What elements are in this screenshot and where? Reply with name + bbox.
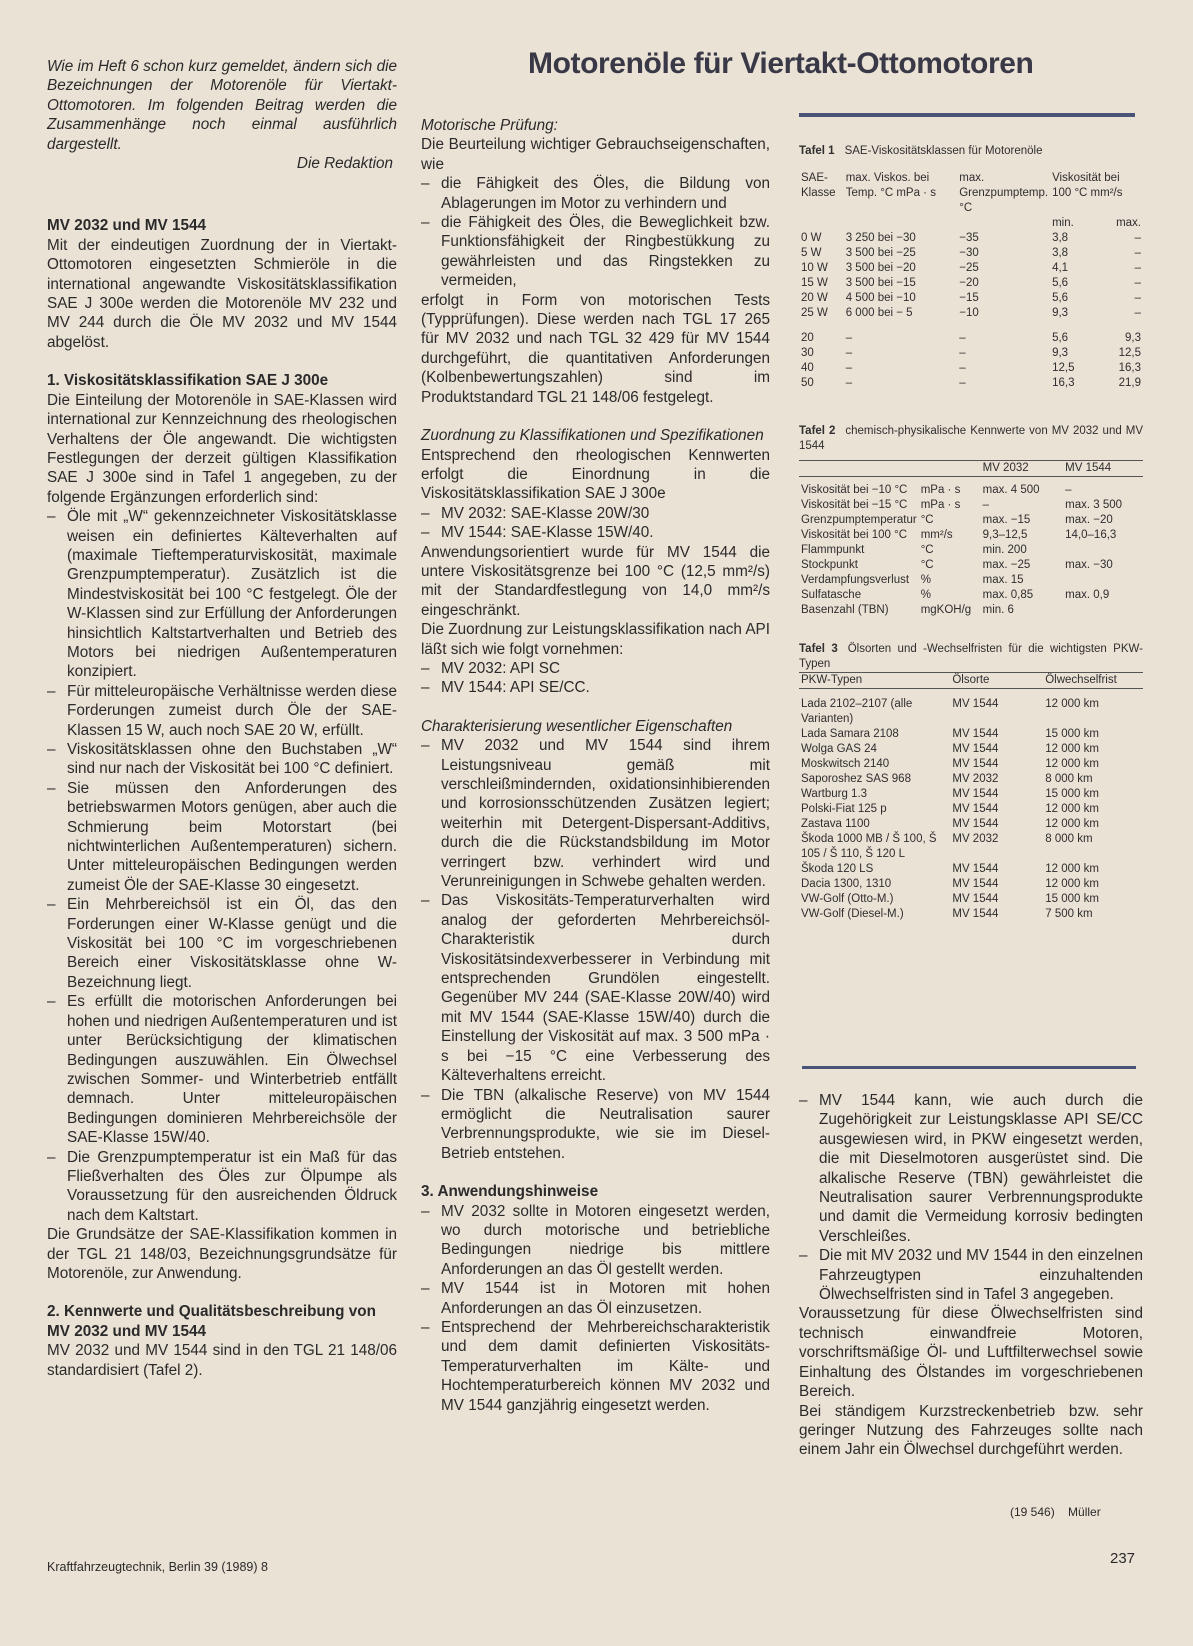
table-cell: 50 [801,377,814,389]
table-cell: 8 000 km [1045,833,1093,845]
list [421,1202,770,1415]
table-cell: 16,3 [1052,377,1075,389]
list-item: – die Fähigkeit des Öles, die Beweglichkeit bzw. Funktionsfähigkeit der Ringbestükkung zu gewährleisten und das Ringstekken zu vermeiden, [421,213,770,291]
list-section-1 [47,507,397,1225]
table-row [799,892,1143,907]
title-rule [799,113,1135,117]
table-row [799,697,1143,727]
table-row [799,376,1143,391]
table-row [799,877,1143,892]
table-row [799,513,1143,528]
paragraph-section-1: Die Einteilung der Motorenöle in SAE-Klassen wird international zur Kennzeichnung des rheologischen Verhaltens der Öle angewandt. Die wichtigsten Festlegungen der derzeit gültigen Klassifikation SAE J 300e sind in Tafel 1 angegeben, zu der folgende Ergänzungen erforderlich sind: [47,391,397,506]
table-cell: 5 W [801,247,822,259]
table-row [799,588,1143,603]
paragraph: Bei ständigem Kurzstreckenbetrieb bzw. sehr geringer Nutzung des Fahrzeuges sollte nach einem Jahr ein Ölwechsel durchgeführt werden. [799,1402,1143,1459]
table-cell: min. 200 [982,544,1027,556]
table-cell: mm²/s [920,529,953,541]
table-row [799,246,1143,261]
list-item: – Das Viskositäts-Temperaturverhalten wird analog der geforderten Mehrbereichsöl-Charakteristik durch Viskositätsindexverbesserer in Verbindung mit entsprechenden Grundölen eingestellt. Gegenüber MV 244 (SAE-Klasse 20W/40) wird mit MV 1544 (SAE-Klasse 15W/40) durch die Einstellung der Viskosität auf max. 3 500 mPa · s bei −15 °C eine Verbesserung des Kälteverhaltens erreicht. [421,891,770,1085]
table-cell: mPa · s [920,499,961,511]
table-cell: 12 000 km [1045,758,1099,770]
subheading-motor-test: Motorische Prüfung: [421,117,558,134]
table-row [799,346,1143,361]
table-cell: 30 [801,347,814,359]
table-cell: 12 000 km [1045,743,1099,755]
list-item: – die Fähigkeit des Öles, die Bildung von Ablagerungen im Motor zu verhindern und [421,174,770,213]
list-item: – MV 1544 kann, wie auch durch die Zugehörigkeit zur Leistungsklasse API SE/CC ausgewiesen wird, in PKW eingesetzt werden, die mit Dieselmotoren ausgerüstet sind. Die alkalische Reserve (TBN) gewährleistet die Neutralisation saurer Verbrennungsprodukte und damit die Vermeidung korrosiv bedingten Verschleißes. [799,1091,1143,1246]
table-cell: Škoda 120 LS [801,863,874,875]
table-cell: 3,8 [1052,247,1069,259]
tafel1-caption: Tafel 1 SAE-Viskositätsklassen für Motorenöle [799,145,1043,157]
page-number: 237 [1110,1550,1136,1567]
table-cell: % [920,574,931,586]
table-cell: MV 1544 [952,878,999,890]
table-cell: 12 000 km [1045,698,1099,710]
paragraph: erfolgt in Form von motorischen Tests (Typprüfungen). Diese werden nach TGL 17 265 für MV 2032 und nach TGL 32 429 für MV 1544 durchgeführt, die quantitativen Anforderungen (Kolbenbewertungszahlen) sind im Produktstandard TGL 21 148/06 festgelegt. [421,291,770,406]
table-cell: −30 [959,247,979,259]
table-cell: Verdampfungsverlust [801,574,910,586]
table-cell: – [845,377,853,389]
table-cell: Zastava 1100 [801,818,870,830]
list [421,736,770,1163]
table-cell: 0 W [801,232,822,244]
table-cell: MV 1544 [952,728,999,740]
table-cell: 9,3 [1125,332,1141,344]
table-row [799,603,1143,618]
table-cell: max. 0,9 [1065,589,1110,601]
paragraph: Die Beurteilung wichtiger Gebrauchseigenschaften, wie [421,136,770,173]
table-cell: 5,6 [1052,292,1069,304]
table-cell: 4,1 [1052,262,1069,274]
table-cell: 5,6 [1052,277,1069,289]
table-cell: VW-Golf (Otto-M.) [801,893,894,905]
table-cell: 12,5 [1052,362,1075,374]
column-3-rule [802,1066,1136,1069]
table-cell: – [959,362,966,374]
table-cell: 9,3 [1052,307,1069,319]
table-cell: 3,8 [1052,232,1069,244]
table-cell: MV 1544 [952,803,999,815]
paragraph: Entsprechend den rheologischen Kennwerten erfolgt die Einordnung in die Viskositätsklassifikation SAE J 300e [421,446,770,503]
list-item: – Die Grenzpumptemperatur ist ein Maß für das Fließverhalten des Öles zur Ölpumpe als Voraussetzung für den ausreichenden Öldruck nach dem Kaltstart. [47,1148,397,1226]
table-cell: max. −20 [1065,514,1113,526]
table-row [799,832,1143,862]
table-cell: VW-Golf (Diesel-M.) [801,908,904,920]
intro [47,57,397,173]
list-item: – Die TBN (alkalische Reserve) von MV 1544 ermöglicht die Neutralisation saurer Verbrennungsprodukte, wie sie im Diesel-Betrieb entstehen. [421,1086,770,1164]
table-cell: Viskosität bei −15 °C [801,499,908,511]
table-cell: MV 1544 [952,743,999,755]
table-cell: max. 15 [982,574,1024,586]
table-row [799,483,1143,498]
table-cell: −35 [959,232,979,244]
table-row [799,727,1143,742]
table-cell: 9,3 [1052,347,1069,359]
table-cell: 25 W [801,307,828,319]
table-cell: 12 000 km [1045,878,1099,890]
table-cell: 6 000 bei − 5 [845,307,913,319]
list-item: – Entsprechend der Mehrbereichscharakteristik und dem damit definierten Viskositäts-Temperaturverhalten im Kälte- und Hochtemperaturbereich können MV 2032 und MV 1544 ganzjährig eingesetzt werden. [421,1318,770,1415]
table-cell: max. 0,85 [982,589,1034,601]
column-2 [421,116,770,1415]
list [421,659,770,698]
table-cell: Polski-Fiat 125 p [801,803,887,815]
paragraph: Die Zuordnung zur Leistungsklassifikation nach API läßt sich wie folgt vornehmen: [421,621,770,658]
column-1 [47,57,397,1380]
table-cell: Viskosität bei 100 °C [801,529,908,541]
table-cell: max. 3 500 [1065,499,1123,511]
table-cell: 9,3–12,5 [982,529,1028,541]
table-cell: 4 500 bei −10 [845,292,916,304]
tafel2-table: MV 2032 MV 1544 Viskosität bei −10 °C mPa · s max. 4 500 – Viskosität bei −15 °C mPa · s – max. 3 500 Grenzpumptemperatur °C max. −15 max. −20 Viskosität bei 100 °C mm²/s 9,3–12,5 14,0–16,3 Flammpunkt °C min. 200 Stockpunkt °C max. −25 max. −30 Verdampfungsverlust % max. 15 Sulfatasche % max. 0,85 max. 0,9 Basenzahl (TBN) mgKOH/g min. 6 [799,460,1143,618]
table-row [799,802,1143,817]
table-cell: MV 1544 [952,788,999,800]
list-item: – MV 1544: SAE-Klasse 15W/40. [421,523,770,542]
table-cell: 12,5 [1118,347,1141,359]
table-cell: Sulfatasche [801,589,862,601]
table-row [799,742,1143,757]
tafel3-table: PKW-Typen Ölsorte Ölwechselfrist Lada 2102–2107 (alle Varianten) MV 1544 12 000 km Lada Samara 2108 MV 1544 15 000 km Wolga GAS 24 MV 1544 12 000 km Moskwitsch 2140 MV 1544 12 000 km Saporoshez SAS 968 MV 2032 8 000 km Wartburg 1.3 MV 1544 15 000 km Polski-Fiat 125 p MV 1544 12 000 km Zastava 1100 MV 1544 12 000 km Škoda 1000 MB / Š 100, Š 105 / Š 110, Š 120 L MV 2032 8 000 km Škoda 120 LS MV 1544 12 000 km Dacia 1300, 1310 MV 1544 12 000 km VW-Golf (Otto-M.) MV 1544 15 000 km VW-Golf (Diesel-M.) MV 1544 7 500 km [799,672,1143,922]
list-item: – MV 1544: API SE/CC. [421,678,770,697]
list [799,1091,1143,1304]
table-cell: – [1065,484,1072,496]
table-cell: −10 [959,307,979,319]
column-3 [799,1091,1143,1460]
table-cell: – [1134,232,1141,244]
page-title: Motorenöle für Viertakt-Ottomotoren [528,47,1034,80]
table-cell: – [959,347,966,359]
table-cell: – [845,332,853,344]
table-row [799,361,1143,376]
intro-signature: Die Redaktion [296,155,393,173]
table-cell: – [959,377,966,389]
table-cell: 20 [801,332,814,344]
table-cell: – [1134,262,1141,274]
table-cell: max. −25 [982,559,1031,571]
table-cell: – [959,332,966,344]
paragraph-mv: Mit der eindeutigen Zuordnung der in Viertakt-Ottomotoren eingesetzten Schmieröle in die international angewandte Viskositätsklassifikation SAE J 300e werden die Motorenöle MV 232 und MV 244 durch die Öle MV 2032 und MV 1544 abgelöst. [47,236,397,351]
table-row [799,772,1143,787]
heading-mv: MV 2032 und MV 1544 [47,217,206,235]
table-row [799,907,1143,922]
heading-section-3: 3. Anwendungshinweise [421,1183,599,1201]
table-cell: 21,9 [1118,377,1141,389]
table-cell: MV 1544 [952,893,999,905]
table-cell: 10 W [801,262,828,274]
table-cell: Dacia 1300, 1310 [801,878,892,890]
table-cell: Wartburg 1.3 [801,788,868,800]
reference: (19 546) Müller [1010,1505,1101,1519]
table-cell: −15 [959,292,979,304]
footer: Kraftfahrzeugtechnik, Berlin 39 (1989) 8 [47,1560,268,1574]
list-item: – MV 2032: API SC [421,659,770,678]
table-row [799,817,1143,832]
table-cell: −25 [959,262,979,274]
table-cell: Lada Samara 2108 [801,728,899,740]
table-cell: 16,3 [1118,362,1141,374]
paragraph-section-2: MV 2032 und MV 1544 sind in den TGL 21 148/06 standardisiert (Tafel 2). [47,1342,397,1379]
tafel3-caption: Tafel 3 Ölsorten und -Wechselfristen für die wichtigsten PKW-Typen [799,643,1143,670]
table-cell: 14,0–16,3 [1065,529,1117,541]
table-cell: Lada 2102–2107 (alle Varianten) [801,698,913,725]
table-cell: Basenzahl (TBN) [801,604,889,616]
table-cell [1063,573,1143,588]
table-cell: mPa · s [920,484,961,496]
table-cell: Škoda 1000 MB / Š 100, Š 105 / Š 110, Š 120 L [801,833,937,860]
table-cell: MV 1544 [952,863,999,875]
list-item: – Ein Mehrbereichsöl ist ein Öl, das den Forderungen einer W-Klasse genügt und die Viskosität bei 100 °C im vorgeschriebenen Bereich einer Viskositätsklasse ohne W-Bezeichnung liegt. [47,895,397,992]
table-cell: MV 1544 [952,908,999,920]
list [421,174,770,290]
table-cell: °C [920,514,934,526]
paragraph: Voraussetzung für diese Ölwechselfristen sind technisch einwandfreie Motoren, vorschriftsmäßige Öl- und Luftfilterwechsel sowie Einhaltung des Ölstandes im vorgeschriebenen Bereich. [799,1305,1143,1401]
list-item-continuation: – Sie müssen den Anforderungen des betriebswarmen Motors genügen, aber auch die Schmierung beim Motorstart (bei nichtwinterlichen Außentemperaturen) sichern. Unter mitteleuropäischen Bedingungen werden zumeist Öle der SAE-Klasse 30 eingesetzt. [47,779,397,895]
list-item: – MV 2032 sollte in Motoren eingesetzt werden, wo durch motorische und betriebliche Bedingungen niedrige bis mittlere Anforderungen an das Öl gestellt werden. [421,1202,770,1280]
table-cell: 15 000 km [1045,728,1099,740]
paragraph-section-1-end: Die Grundsätze der SAE-Klassifikation kommen in der TGL 21 148/03, Bezeichnungsgrundsätze für Motorenöle, zur Anwendung. [47,1226,397,1282]
table-cell: max. 4 500 [982,484,1040,496]
table-cell: – [1134,292,1141,304]
table-cell: −20 [959,277,979,289]
table-row [799,787,1143,802]
table-cell: Flammpunkt [801,544,865,556]
list-item: – Viskositätsklassen ohne den Buchstaben „W“ sind nur nach der Viskosität bei 100 °C definiert. [47,740,397,779]
list-item: – MV 2032: SAE-Klasse 20W/30 [421,504,770,523]
list-item: – Öle mit „W“ gekennzeichneter Viskositätsklasse weisen ein definiertes Kälteverhalten auf (maximale Tieftemperaturviskosität, maximale Grenzpumptemperatur). Zusätzlich ist die Mindestviskosität bei 100 °C festgelegt. Öle der W-Klassen sind zur Erfüllung der Anforderungen hinsichtlich Kaltstartverhalten und Betrieb des Motors bei niedrigen Außentemperaturen konzipiert. [47,507,397,682]
table-cell: Viskosität bei −10 °C [801,484,908,496]
list-item: – Die mit MV 2032 und MV 1544 in den einzelnen Fahrzeugtypen einzuhaltenden Ölwechselfristen sind in Tafel 3 angegeben. [799,1246,1143,1304]
table-row [799,231,1143,246]
table-spacer [799,321,1143,331]
list-item: – MV 2032 und MV 1544 sind ihrem Leistungsniveau gemäß mit verschleißmindernden, oxidationsinhibierenden und korrosionsschützenden Zusätzen legiert; weiterhin mit Detergent-Dispersant-Additivs, durch die die Rückstandsbildung im Motor verringert bzw. verhindert wird und Verunreinigungen in Schwebe gehalten werden. [421,736,770,891]
table-cell: – [845,362,853,374]
table-row [799,528,1143,543]
table-cell: – [1134,247,1141,259]
table-cell: 15 000 km [1045,893,1099,905]
table-cell: MV 2032 [952,773,999,785]
table-cell [1063,543,1143,558]
table-row [799,573,1143,588]
table-row [799,498,1143,513]
list-item-continuation: – Für mitteleuropäische Verhältnisse werden diese Forderungen zumeist durch Öle der SAE-Klassen 15 W, auch noch SAE 20 W, erfüllt. [47,682,397,740]
heading-section-1: 1. Viskositätsklassifikation SAE J 300e [47,372,329,390]
list-item: – MV 1544 ist in Motoren mit hohen Anforderungen an das Öl einzusetzen. [421,1279,770,1318]
table-row [799,862,1143,877]
tables-area [799,144,1143,922]
table-row [799,306,1143,321]
table-cell: Stockpunkt [801,559,858,571]
table-cell: 3 500 bei −25 [845,247,916,259]
table-cell: 3 250 bei −30 [845,232,916,244]
table-cell: 12 000 km [1045,863,1099,875]
table-cell: 15 000 km [1045,788,1099,800]
table-cell: 20 W [801,292,828,304]
table-cell: max. −15 [982,514,1031,526]
table-row [799,291,1143,306]
table-cell: 15 W [801,277,828,289]
table-cell: °C [920,559,934,571]
table-cell [1063,603,1143,618]
list-item-continuation: – Es erfüllt die motorischen Anforderungen bei hohen und niedrigen Außentemperaturen und ist unter Berücksichtigung der klimatischen Bedingungen auszuwählen. Ein Ölwechsel zwischen Sommer- und Winterbetrieb entfällt demnach. Unter mitteleuropäischen Bedingungen dominieren Mehrbereichsöle der SAE-Klasse 15W/40. [47,992,397,1147]
heading-section-2: 2. Kennwerte und Qualitätsbeschreibung von MV 2032 und MV 1544 [47,1303,376,1340]
subheading-classification: Zuordnung zu Klassifikationen und Spezifikationen [421,427,764,445]
table-cell: – [982,499,990,511]
table-cell: – [845,347,853,359]
table-cell: MV 1544 [952,698,999,710]
table-cell: 5,6 [1052,332,1069,344]
table-cell: 7 500 km [1045,908,1093,920]
table-cell: Grenzpumptemperatur [801,514,917,526]
table-row [799,543,1143,558]
table-cell: MV 2032 [952,833,999,845]
table-cell: °C [920,544,934,556]
table-cell: 3 500 bei −20 [845,262,916,274]
table-cell: % [920,589,931,601]
list [421,504,770,543]
table-cell: 12 000 km [1045,818,1099,830]
table-cell: – [1134,307,1141,319]
table-cell: 12 000 km [1045,803,1099,815]
table-row [799,757,1143,772]
table-cell: Saporoshez SAS 968 [801,773,911,785]
subheading-properties: Charakterisierung wesentlicher Eigenschaften [421,717,733,735]
tafel1-header: SAE-Klasse max. Viskos. bei Temp. °C mPa · s max. Grenzpumptemp. °C Viskosität bei 100 °C mm²/s [801,172,1123,214]
table-cell: Moskwitsch 2140 [801,758,890,770]
table-row [799,276,1143,291]
table-cell: – [1134,277,1141,289]
table-cell: 40 [801,362,814,374]
table-row [799,261,1143,276]
tafel1-table: SAE-Klasse max. Viskos. bei Temp. °C mPa · s max. Grenzpumptemp. °C Viskosität bei 100 °C mm²/s min. max. 0 W 3 250 bei −30 −35 3,8 – 5 W 3 500 bei −25 −30 3,8 – 10 W 3 500 bei −20 −25 4,1 – 15 W 3 500 bei −15 −20 5,6 – 20 W 4 500 bei −10 −15 5,6 – 25 W 6 000 bei − 5 −10 9,3 – 20 – – 5,6 9,3 30 – – 9,3 12,5 40 – – 12,5 16,3 50 – – 16,3 21,9 [801,172,1141,389]
table-cell: mgKOH/g [920,604,972,616]
table-cell: 3 500 bei −15 [845,277,916,289]
table-cell: 8 000 km [1045,773,1093,785]
paragraph: Anwendungsorientiert wurde für MV 1544 die untere Viskositätsgrenze bei 100 °C (12,5 mm²/s) mit der Standardfestlegung von 14,0 mm²/s eingeschränkt. [421,543,770,619]
table-cell: MV 1544 [952,758,999,770]
table-cell: max. −30 [1065,559,1113,571]
intro-text: Wie im Heft 6 schon kurz gemeldet, ändern sich die Bezeichnungen der Motorenöle für Viertakt-Ottomotoren. Im folgenden Beitrag werden die Zusammenhänge noch einmal ausführlich dargestellt. [47,58,397,153]
table-row [799,331,1143,346]
table-cell: min. 6 [982,604,1014,616]
table-cell: MV 1544 [952,818,999,830]
table-cell: Wolga GAS 24 [801,743,877,755]
tafel2-caption: Tafel 2 chemisch-physikalische Kennwerte von MV 2032 und MV 1544 [799,425,1143,452]
table-row [799,558,1143,573]
